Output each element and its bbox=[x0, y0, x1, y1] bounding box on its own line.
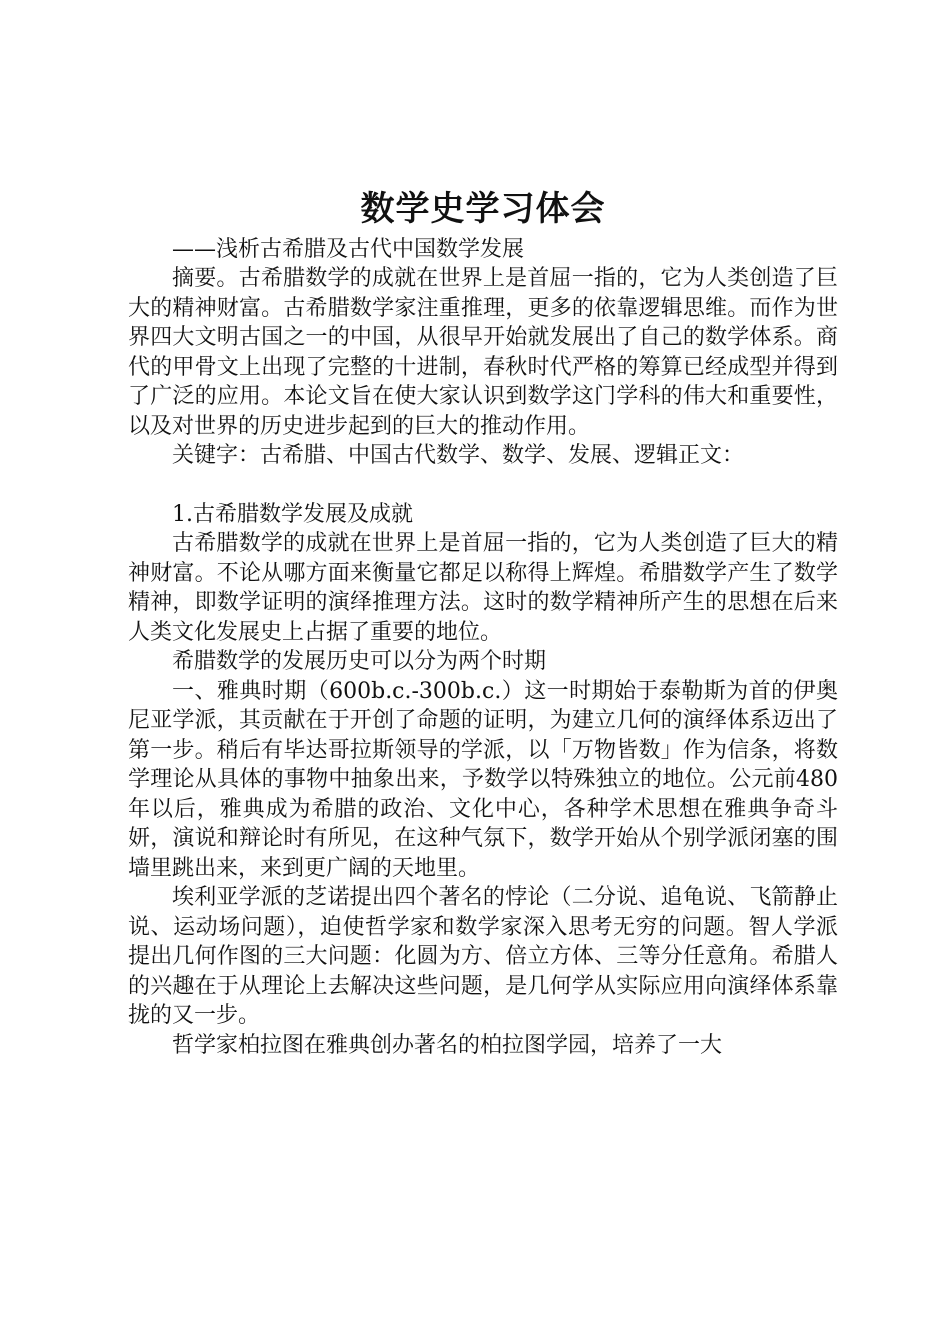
abstract-paragraph: 摘要。古希腊数学的成就在世界上是首屈一指的，它为人类创造了巨大的精神财富。古希腊数学家注重推理，更多的依靠逻辑思维。而作为世界四大文明古国之一的中国，从很早开始就发展出了自己的数学体系。商代的甲骨文上出现了完整的十进制，春秋时代严格的筹算已经成型并得到了广泛的应用。本论文旨在使大家认识到数学这门学科的伟大和重要性，以及对世界的历史进步起到的巨大的推动作用。 bbox=[128, 266, 838, 439]
document-body bbox=[128, 183, 838, 1060]
blank-line bbox=[128, 471, 838, 500]
section-heading: 1.古希腊数学发展及成就 bbox=[172, 501, 413, 527]
body-paragraph: 希腊数学的发展历史可以分为两个时期 bbox=[172, 649, 547, 674]
body-paragraph: 一、雅典时期（600b.c.-300b.c.）这一时期始于泰勒斯为首的伊奥尼亚学派，其贡献在于开创了命题的证明，为建立几何的演绎体系迈出了第一步。稍后有毕达哥拉斯领导的学派，以「万物皆数」作为信条，将数学理论从具体的事物中抽象出来，予数学以特殊独立的地位。公元前480年以后，雅典成为希腊的政治、文化中心，各种学术思想在雅典争奇斗妍，演说和辩论时有所见，在这种气氛下，数学开始从个别学派闭塞的围墙里跳出来，来到更广阔的天地里。 bbox=[128, 678, 838, 881]
document-title: 数学史学习体会 bbox=[360, 189, 606, 229]
document-subtitle: ——浅析古希腊及古代中国数学发展 bbox=[172, 237, 525, 262]
body-paragraph: 古希腊数学的成就在世界上是首屈一指的，它为人类创造了巨大的精神财富。不论从哪方面来衡量它都足以称得上辉煌。希腊数学产生了数学精神，即数学证明的演绎推理方法。这时的数学精神所产生的思想在后来人类文化发展史上占据了重要的地位。 bbox=[128, 531, 838, 645]
body-paragraph: 哲学家柏拉图在雅典创办著名的柏拉图学园，培养了一大 bbox=[172, 1032, 723, 1058]
body-paragraph: 埃利亚学派的芝诺提出四个著名的悖论（二分说、追龟说、飞箭静止说、运动场问题），迫使哲学家和数学家深入思考无穷的问题。智人学派提出几何作图的三大问题：化圆为方、倍立方体、三等分任意角。希腊人的兴趣在于从理论上去解决这些问题，是几何学从实际应用向演绎体系靠拢的又一步。 bbox=[128, 885, 838, 1028]
keywords-paragraph: 关键字：古希腊、中国古代数学、数学、发展、逻辑正文： bbox=[172, 443, 745, 468]
